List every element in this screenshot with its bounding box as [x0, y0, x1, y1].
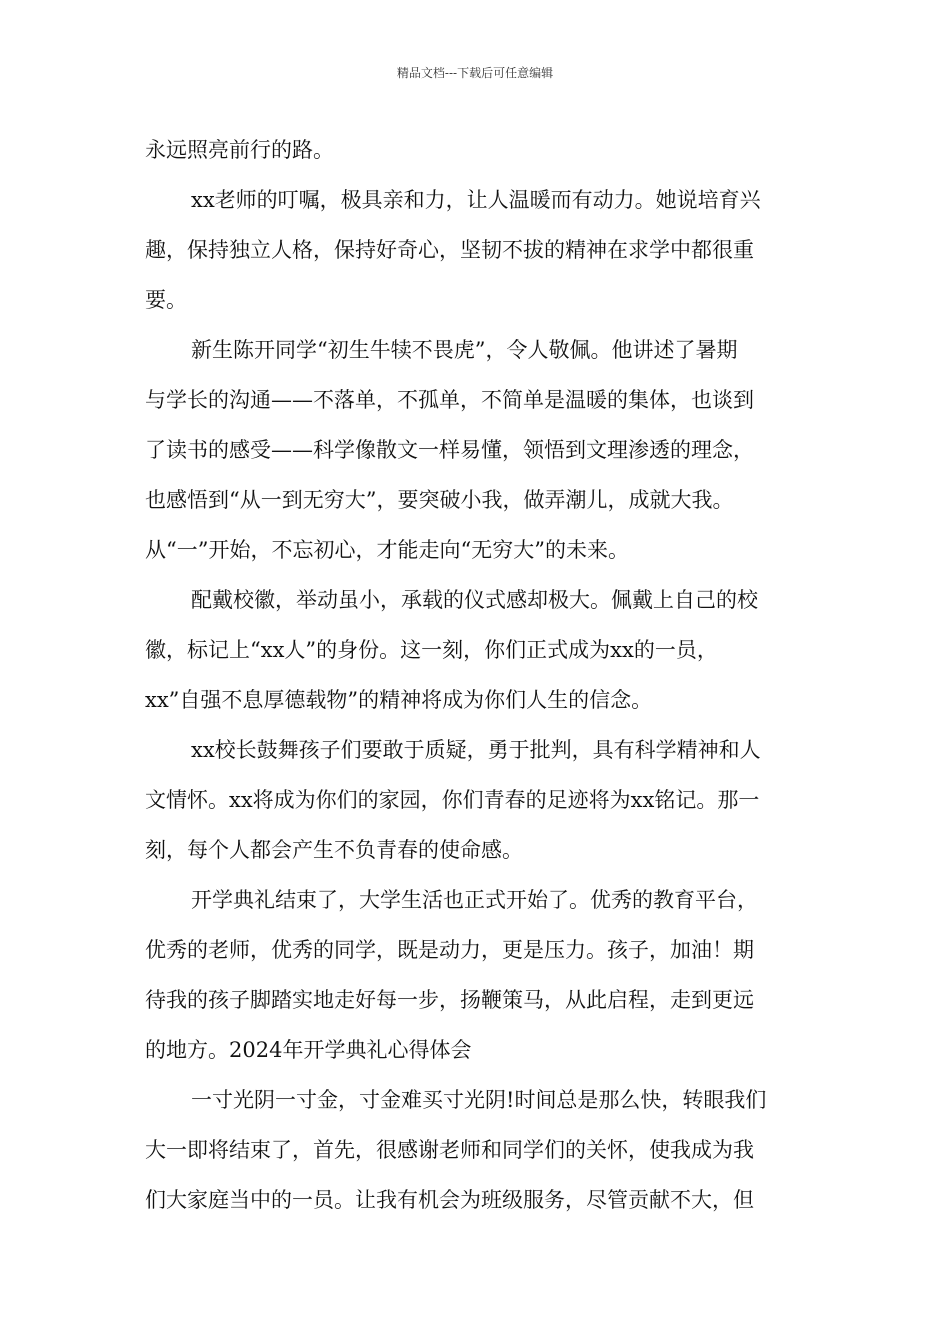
text-line: 也感悟到“从一到无穷大”，要突破小我，做弄潮儿，成就大我。: [145, 488, 734, 512]
text-line: 永远照亮前行的路。: [145, 138, 334, 162]
text-line: 优秀的老师，优秀的同学，既是动力，更是压力。孩子，加油！期: [145, 938, 754, 962]
text-line: 刻，每个人都会产生不负青春的使命感。: [145, 838, 523, 862]
text-line: 配戴校徽，举动虽小，承载的仪式感却极大。佩戴上自己的校: [191, 588, 758, 612]
text-line: 开学典礼结束了，大学生活也正式开始了。优秀的教育平台，: [191, 888, 758, 912]
text-line: 的地方。2024年开学典礼心得体会: [145, 1038, 472, 1062]
text-line: 要。: [145, 288, 187, 312]
page-header: 精品文档---下载后可任意编辑: [396, 66, 554, 80]
text-line: 徽，标记上“xx人”的身份。这一刻，你们正式成为xx的一员，: [145, 638, 718, 662]
text-line: 了读书的感受——科学像散文一样易懂，领悟到文理渗透的理念，: [145, 438, 754, 462]
text-line: 文情怀。xx将成为你们的家园，你们青春的足迹将为xx铭记。那一: [145, 788, 760, 812]
text-line: xx”自强不息厚德载物”的精神将成为你们人生的信念。: [145, 688, 653, 712]
text-line: xx校长鼓舞孩子们要敢于质疑，勇于批判，具有科学精神和人: [191, 738, 761, 762]
text-line: 与学长的沟通——不落单，不孤单，不简单是温暖的集体，也谈到: [145, 388, 754, 412]
text-line: 从“一”开始，不忘初心，才能走向“无穷大”的未来。: [145, 538, 629, 562]
text-line: 们大家庭当中的一员。让我有机会为班级服务，尽管贡献不大，但: [145, 1188, 754, 1212]
document-body: [145, 130, 805, 1230]
text-line: 待我的孩子脚踏实地走好每一步，扬鞭策马，从此启程，走到更远: [145, 988, 754, 1012]
text-line: 大一即将结束了，首先，很感谢老师和同学们的关怀，使我成为我: [145, 1138, 754, 1162]
text-line: 趣，保持独立人格，保持好奇心，坚韧不拔的精神在求学中都很重: [145, 238, 754, 262]
text-line: 新生陈开同学“初生牛犊不畏虎”，令人敬佩。他讲述了暑期: [191, 338, 738, 362]
text-line: 一寸光阴一寸金，寸金难买寸光阴!时间总是那么快，转眼我们: [191, 1088, 767, 1112]
text-line: xx老师的叮嘱，极具亲和力，让人温暖而有动力。她说培育兴: [191, 188, 761, 212]
